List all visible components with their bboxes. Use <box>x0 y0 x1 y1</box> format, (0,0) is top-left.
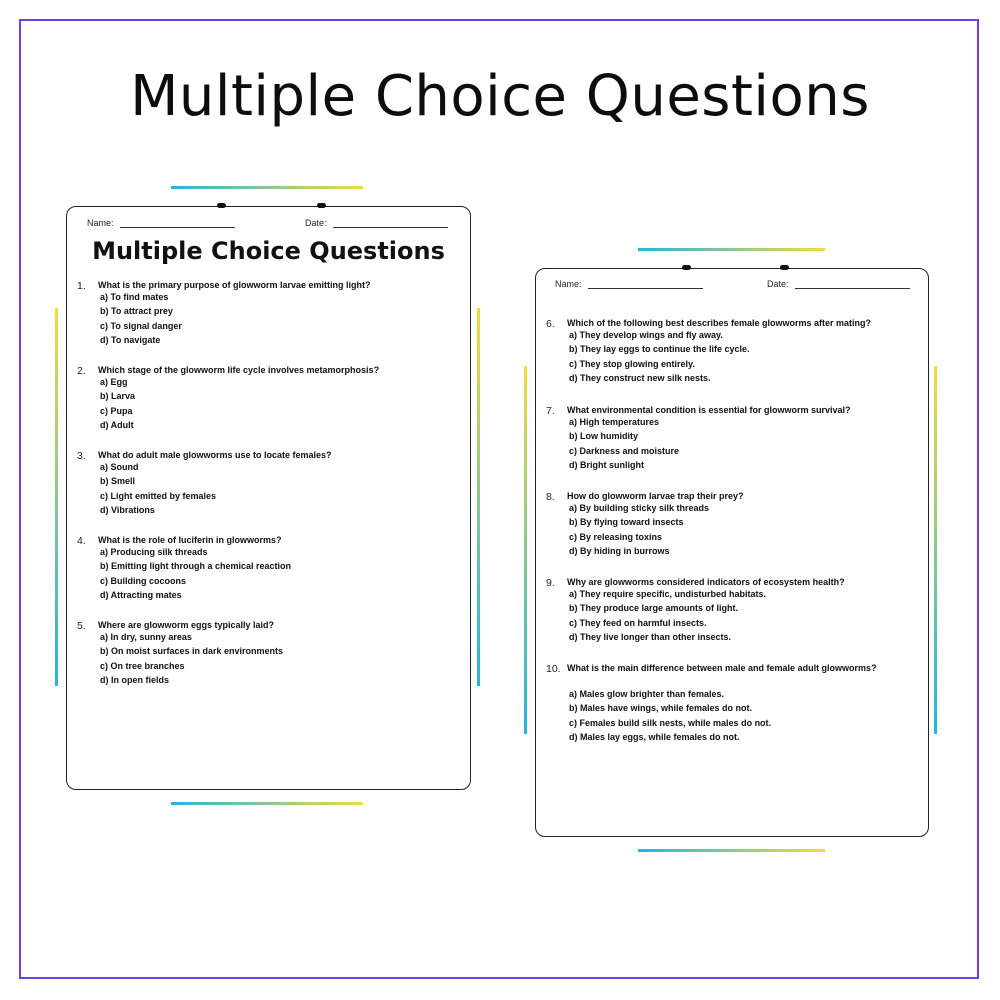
answer-option[interactable]: b) Emitting light through a chemical reaction <box>100 561 292 572</box>
answer-option[interactable]: b) By flying toward insects <box>569 517 684 528</box>
answer-option[interactable]: d) They live longer than other insects. <box>569 631 732 642</box>
answer-option[interactable]: a) High temperatures <box>569 417 660 427</box>
answer-option[interactable]: c) To signal danger <box>100 320 182 331</box>
answer-option[interactable]: a) By building sticky silk threads <box>569 503 710 513</box>
name-field[interactable] <box>555 279 703 289</box>
name-field[interactable] <box>87 218 235 228</box>
answer-option[interactable]: d) To navigate <box>100 334 161 345</box>
worksheet-page-2 <box>535 268 929 837</box>
answer-option[interactable]: b) Males have wings, while females do not. <box>569 703 753 714</box>
question-text: How do glowworm larvae trap their prey? <box>567 491 744 501</box>
answer-option[interactable]: a) In dry, sunny areas <box>100 632 192 642</box>
question-text: What is the role of luciferin in glowworms? <box>98 535 282 545</box>
answer-option[interactable]: d) Vibrations <box>100 504 155 515</box>
answer-option[interactable]: c) They stop glowing entirely. <box>569 358 695 369</box>
question-text: What is the primary purpose of glowworm larvae emitting light? <box>98 280 371 290</box>
answer-option[interactable]: a) They develop wings and fly away. <box>569 330 723 340</box>
pin-right <box>317 203 326 208</box>
answer-option[interactable]: c) On tree branches <box>100 660 185 671</box>
answer-option[interactable]: b) Low humidity <box>569 431 638 442</box>
name-label: Name: <box>555 279 582 289</box>
question-number: 10. <box>546 663 561 675</box>
answer-option[interactable]: d) By hiding in burrows <box>569 545 670 556</box>
answer-option[interactable]: b) They produce large amounts of light. <box>569 603 739 614</box>
answer-option[interactable]: a) Sound <box>100 462 139 472</box>
question-number: 7. <box>546 405 555 417</box>
answer-option[interactable]: c) Pupa <box>100 405 133 416</box>
answer-option[interactable]: d) Adult <box>100 419 134 430</box>
question-text: Which stage of the glowworm life cycle involves metamorphosis? <box>98 365 380 375</box>
accent-line-top-left <box>171 186 363 189</box>
question-text: Why are glowworms considered indicators of ecosystem health? <box>567 577 845 587</box>
question-number: 9. <box>546 577 555 589</box>
name-label: Name: <box>87 218 114 228</box>
question-number: 1. <box>77 280 86 292</box>
answer-option[interactable]: b) On moist surfaces in dark environments <box>100 646 284 657</box>
date-label: Date: <box>305 218 327 228</box>
question-text: What is the main difference between male and female adult glowworms? <box>567 663 877 673</box>
question-item <box>77 363 447 443</box>
question-item <box>77 533 447 613</box>
question-number: 4. <box>77 535 86 547</box>
answer-option[interactable]: c) Building cocoons <box>100 575 187 586</box>
answer-option[interactable]: a) Egg <box>100 377 128 387</box>
question-item <box>546 316 891 396</box>
accent-line-right-outer <box>934 366 937 734</box>
worksheet-page-1 <box>66 206 471 790</box>
date-label: Date: <box>767 279 789 289</box>
accent-line-right-left <box>524 366 527 734</box>
accent-line-top-right <box>638 248 825 251</box>
question-number: 8. <box>546 491 555 503</box>
answer-option[interactable]: b) Larva <box>100 391 136 402</box>
question-item <box>77 618 447 698</box>
answer-option[interactable]: c) Darkness and moisture <box>569 445 680 456</box>
question-number: 6. <box>546 318 555 330</box>
date-field[interactable] <box>305 218 448 228</box>
answer-option[interactable]: b) To attract prey <box>100 306 173 317</box>
question-text: Where are glowworm eggs typically laid? <box>98 620 275 630</box>
pin-right <box>780 265 789 270</box>
question-text: What environmental condition is essential for glowworm survival? <box>567 405 851 415</box>
question-item <box>546 489 891 569</box>
accent-line-bottom-right <box>638 849 825 852</box>
question-number: 3. <box>77 450 86 462</box>
answer-option[interactable]: d) They construct new silk nests. <box>569 372 711 383</box>
answer-option[interactable]: d) Males lay eggs, while females do not. <box>569 731 740 742</box>
accent-line-left-inner <box>477 308 480 686</box>
date-field[interactable] <box>767 279 910 289</box>
answer-option[interactable]: a) To find mates <box>100 292 169 302</box>
question-text: Which of the following best describes female glowworms after mating? <box>567 318 872 328</box>
answer-option[interactable]: a) They require specific, undisturbed habitats. <box>569 589 767 599</box>
question-item <box>77 278 447 358</box>
pin-left <box>217 203 226 208</box>
answer-option[interactable]: c) By releasing toxins <box>569 531 663 542</box>
question-item <box>77 448 447 528</box>
pin-left <box>682 265 691 270</box>
question-number: 5. <box>77 620 86 632</box>
answer-option[interactable]: a) Producing silk threads <box>100 547 208 557</box>
accent-line-bottom-left <box>171 802 363 805</box>
question-item <box>546 575 891 655</box>
question-number: 2. <box>77 365 86 377</box>
answer-option[interactable]: c) They feed on harmful insects. <box>569 617 707 628</box>
question-text: What do adult male glowworms use to locate females? <box>98 450 332 460</box>
sheet-title: Multiple Choice Questions <box>92 237 445 265</box>
question-item <box>546 661 891 741</box>
answer-option[interactable]: a) Males glow brighter than females. <box>569 689 725 699</box>
answer-option[interactable]: b) They lay eggs to continue the life cycle. <box>569 344 750 355</box>
accent-line-left-outer <box>55 308 58 686</box>
answer-option[interactable]: d) In open fields <box>100 674 169 685</box>
answer-option[interactable]: c) Light emitted by females <box>100 490 217 501</box>
page-title: Multiple Choice Questions <box>130 64 870 129</box>
answer-option[interactable]: b) Smell <box>100 476 136 487</box>
answer-option[interactable]: d) Bright sunlight <box>569 459 644 470</box>
question-item <box>546 403 891 483</box>
answer-option[interactable]: c) Females build silk nests, while males do not. <box>569 717 772 728</box>
answer-option[interactable]: d) Attracting mates <box>100 589 182 600</box>
